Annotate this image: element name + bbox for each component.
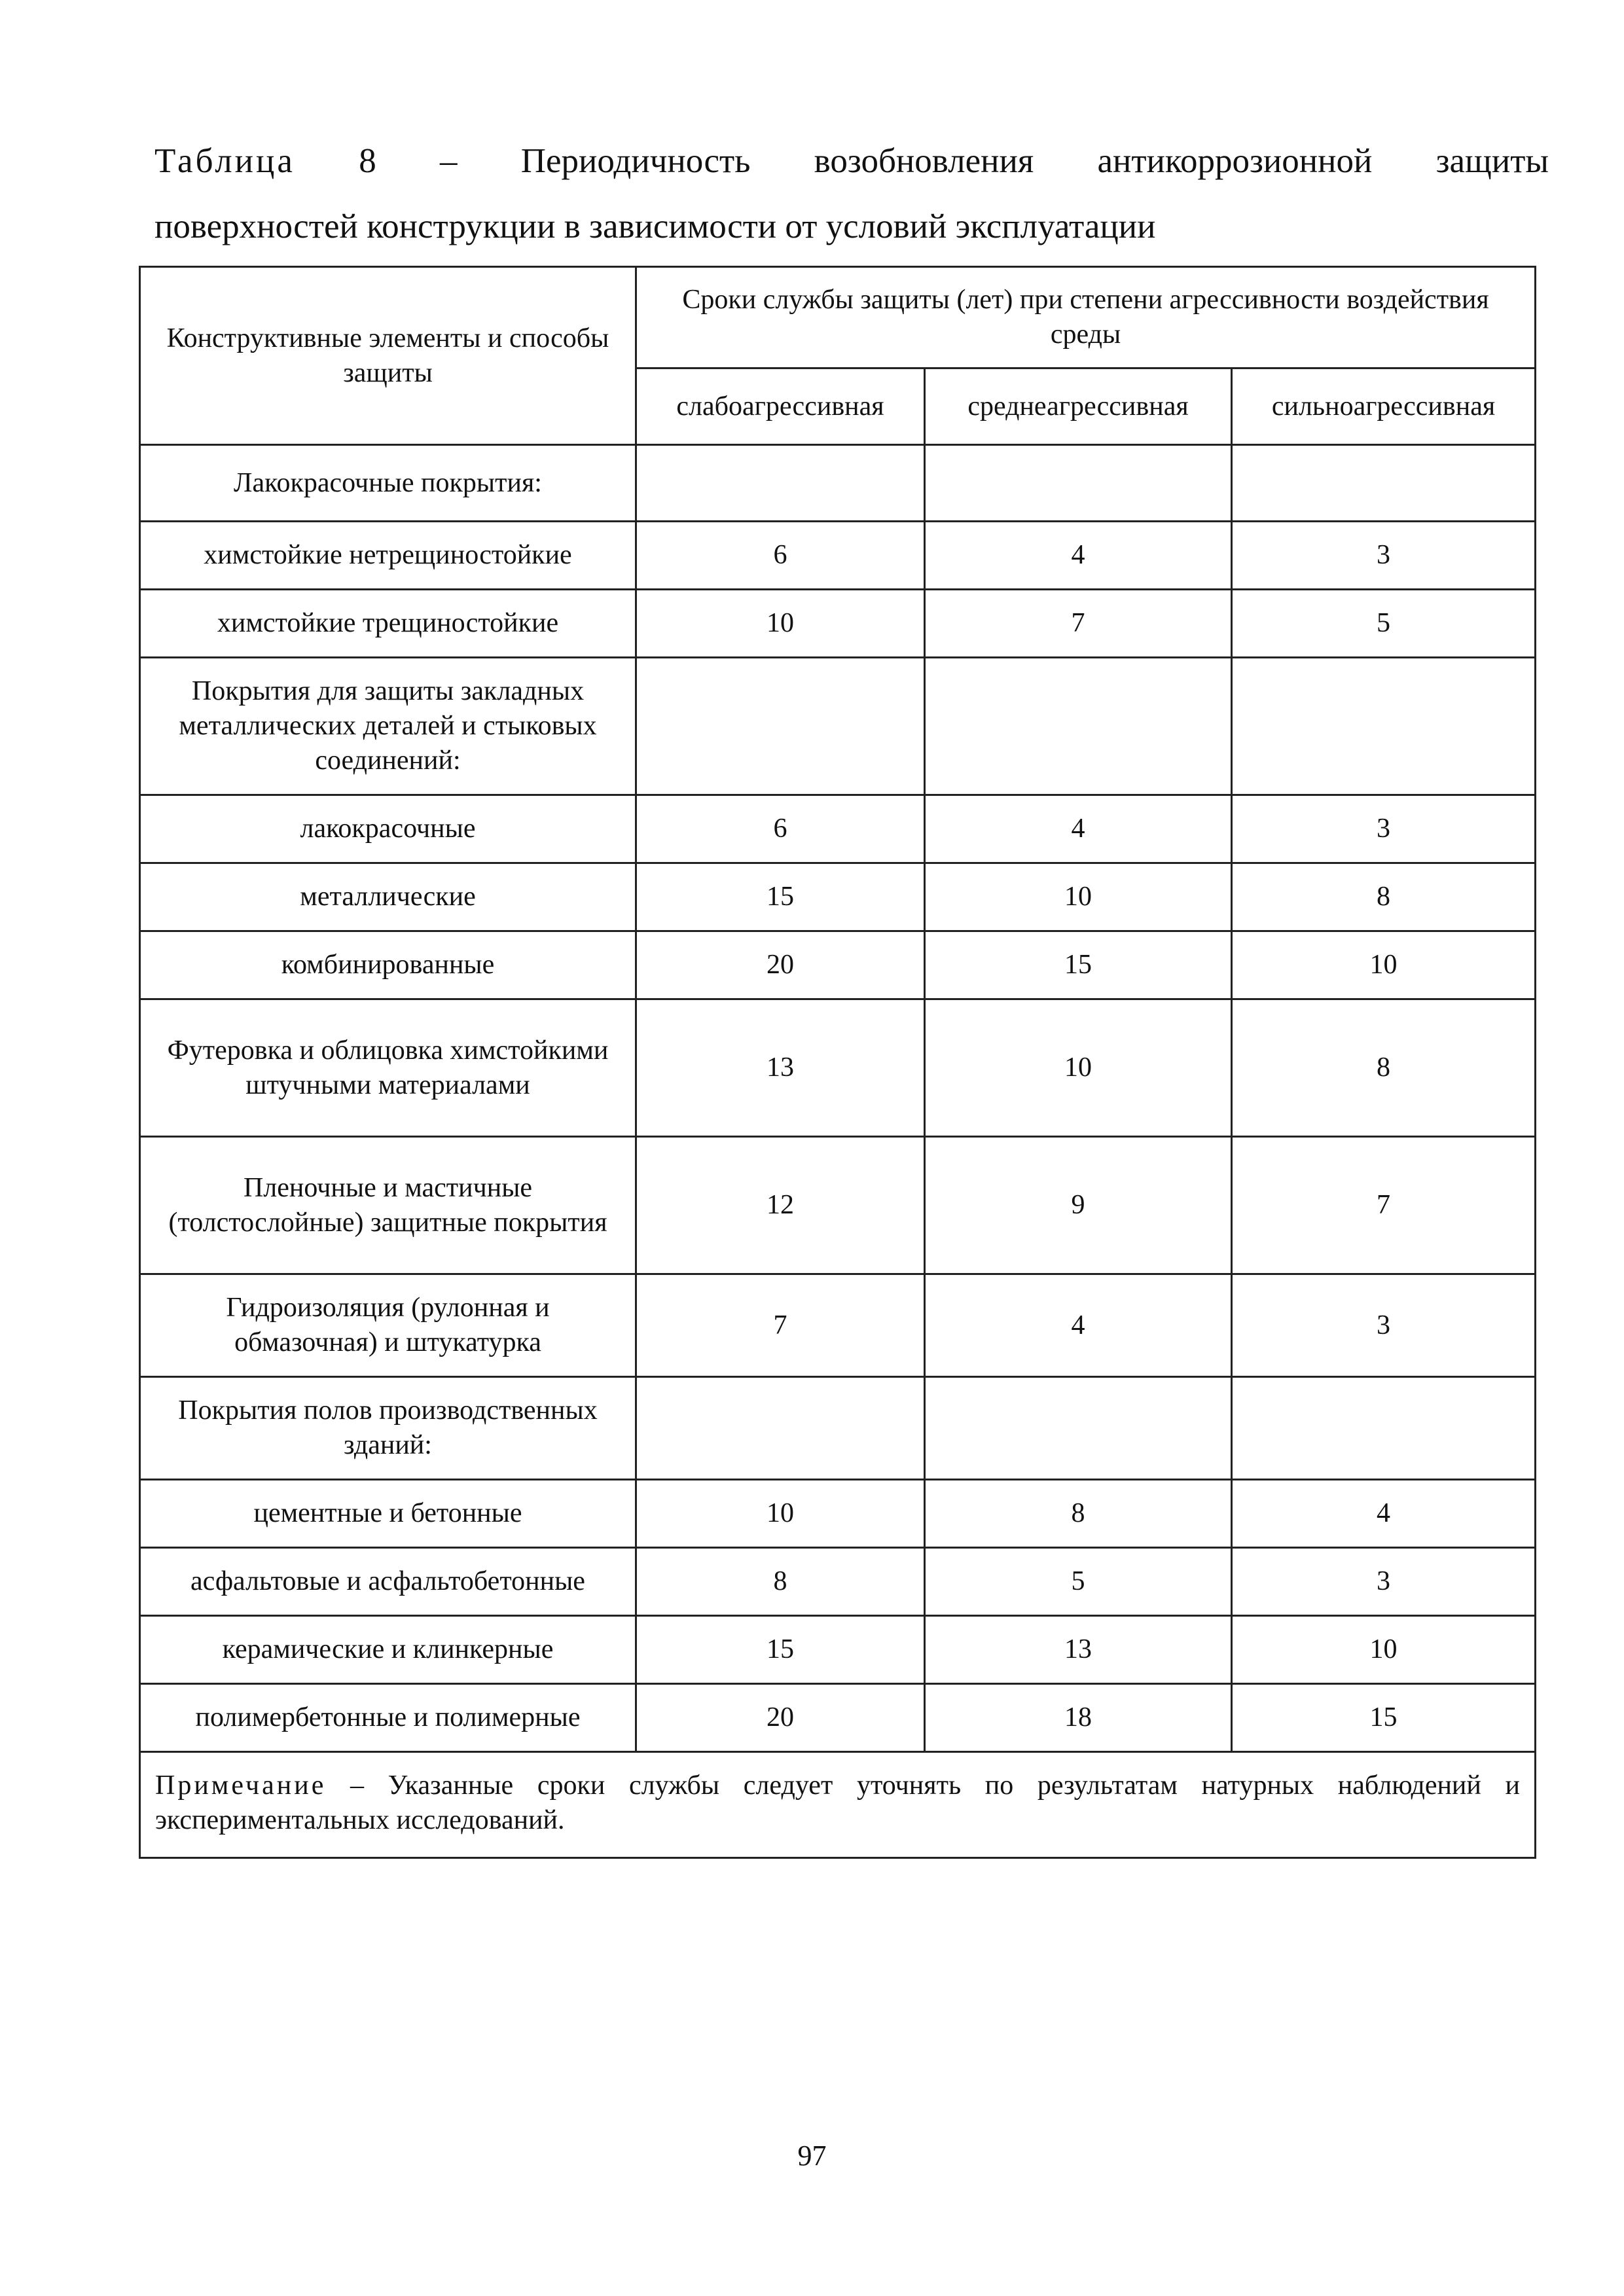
cell-weak: 10 [636, 1480, 925, 1548]
table-row [140, 445, 1536, 522]
table-row [140, 931, 1536, 999]
cell-medium [925, 658, 1232, 795]
cell-medium: 4 [925, 1274, 1232, 1377]
caption-word: защиты [1435, 142, 1549, 180]
cell-strong [1232, 445, 1536, 522]
protection-periods-table [139, 266, 1536, 1859]
row-label: Покрытия полов производственных зданий: [140, 1377, 636, 1480]
row-label: металлические [140, 863, 636, 931]
table-row [140, 1548, 1536, 1616]
table-row [140, 522, 1536, 590]
table-row [140, 1137, 1536, 1274]
row-label: Гидроизоляция (рулонная и обмазочная) и штукатурка [140, 1274, 636, 1377]
row-label: Лакокрасочные покрытия: [140, 445, 636, 522]
note-label: Примечание [155, 1770, 327, 1801]
header-service-life: Сроки службы защиты (лет) при степени агрессивности воздействия среды [636, 267, 1536, 368]
caption-word: Таблица [154, 142, 295, 180]
column-header-strong: сильноагрессивная [1232, 368, 1536, 445]
row-label: Футеровка и облицовка химстойкими штучными материалами [140, 999, 636, 1137]
row-label: асфальтовые и асфальтобетонные [140, 1548, 636, 1616]
cell-strong: 3 [1232, 522, 1536, 590]
cell-weak: 15 [636, 863, 925, 931]
cell-medium: 5 [925, 1548, 1232, 1616]
row-label: химстойкие нетрещиностойкие [140, 522, 636, 590]
cell-strong: 10 [1232, 931, 1536, 999]
header-elements: Конструктивные элементы и способы защиты [140, 267, 636, 445]
caption-word: 8 [359, 142, 376, 180]
cell-medium: 7 [925, 590, 1232, 658]
table-row [140, 1274, 1536, 1377]
cell-weak [636, 1377, 925, 1480]
row-label: полимербетонные и полимерные [140, 1684, 636, 1752]
cell-medium: 10 [925, 999, 1232, 1137]
row-label: комбинированные [140, 931, 636, 999]
table-row [140, 863, 1536, 931]
row-label: химстойкие трещиностойкие [140, 590, 636, 658]
row-label: цементные и бетонные [140, 1480, 636, 1548]
cell-strong: 8 [1232, 999, 1536, 1137]
row-label: Покрытия для защиты закладных металлических деталей и стыковых соединений: [140, 658, 636, 795]
cell-medium: 4 [925, 522, 1232, 590]
table-note [140, 1752, 1536, 1858]
header-row [140, 267, 1536, 368]
cell-medium: 8 [925, 1480, 1232, 1548]
cell-strong: 8 [1232, 863, 1536, 931]
cell-medium: 15 [925, 931, 1232, 999]
table-row [140, 795, 1536, 863]
cell-medium: 10 [925, 863, 1232, 931]
cell-medium [925, 1377, 1232, 1480]
cell-weak: 6 [636, 522, 925, 590]
cell-strong [1232, 1377, 1536, 1480]
cell-strong: 4 [1232, 1480, 1536, 1548]
cell-strong: 7 [1232, 1137, 1536, 1274]
caption-word: Периодичность [520, 142, 751, 180]
note-text: – Указанные сроки службы следует уточнять по результатам натурных наблюдений и экспериментальных исследований. [155, 1770, 1521, 1835]
cell-strong: 5 [1232, 590, 1536, 658]
table-caption [154, 128, 1549, 259]
cell-weak: 12 [636, 1137, 925, 1274]
table-row [140, 999, 1536, 1137]
column-header-weak: слабоагрессивная [636, 368, 925, 445]
table-row [140, 1377, 1536, 1480]
caption-word: антикоррозионной [1097, 142, 1373, 180]
table-row [140, 1480, 1536, 1548]
cell-weak: 7 [636, 1274, 925, 1377]
cell-weak [636, 445, 925, 522]
note-row [140, 1752, 1536, 1858]
table-row [140, 1684, 1536, 1752]
cell-weak: 10 [636, 590, 925, 658]
cell-medium: 18 [925, 1684, 1232, 1752]
cell-medium [925, 445, 1232, 522]
cell-strong: 3 [1232, 1548, 1536, 1616]
cell-weak: 8 [636, 1548, 925, 1616]
cell-strong: 3 [1232, 1274, 1536, 1377]
cell-medium: 13 [925, 1616, 1232, 1684]
cell-strong [1232, 658, 1536, 795]
cell-strong: 15 [1232, 1684, 1536, 1752]
row-label: Пленочные и мастичные (толстослойные) защитные покрытия [140, 1137, 636, 1274]
table-row [140, 1616, 1536, 1684]
caption-line-1 [154, 128, 1549, 194]
caption-word: возобновления [814, 142, 1034, 180]
cell-strong: 10 [1232, 1616, 1536, 1684]
table-row [140, 658, 1536, 795]
row-label: керамические и клинкерные [140, 1616, 636, 1684]
cell-medium: 9 [925, 1137, 1232, 1274]
cell-weak: 20 [636, 931, 925, 999]
cell-weak: 20 [636, 1684, 925, 1752]
cell-strong: 3 [1232, 795, 1536, 863]
caption-word: – [439, 142, 458, 180]
cell-weak [636, 658, 925, 795]
cell-medium: 4 [925, 795, 1232, 863]
cell-weak: 6 [636, 795, 925, 863]
caption-line-2: поверхностей конструкции в зависимости от условий эксплуатации [154, 207, 1156, 245]
cell-weak: 13 [636, 999, 925, 1137]
cell-weak: 15 [636, 1616, 925, 1684]
page-number: 97 [797, 2140, 827, 2172]
row-label: лакокрасочные [140, 795, 636, 863]
column-header-medium: среднеагрессивная [925, 368, 1232, 445]
table-row [140, 590, 1536, 658]
